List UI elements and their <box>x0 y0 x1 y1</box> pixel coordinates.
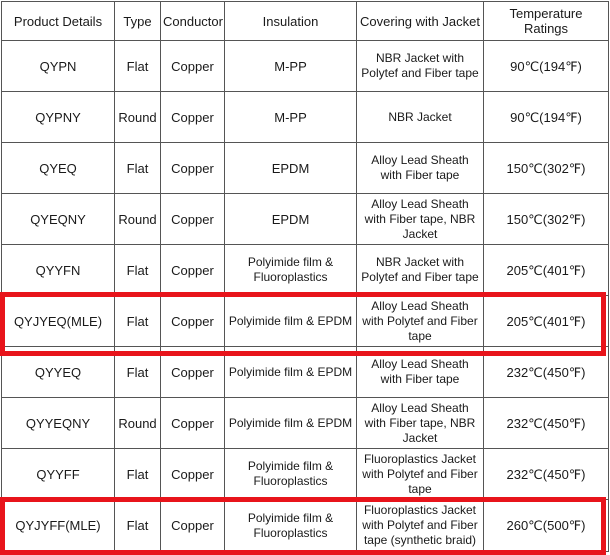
cell-product: QYYFF <box>2 449 115 500</box>
cell-conductor: Copper <box>161 143 225 194</box>
header-type: Type <box>115 2 161 41</box>
table-row <box>2 398 609 449</box>
cell-covering: Alloy Lead Sheath with Fiber tape, NBR Jacket <box>357 398 484 449</box>
cell-covering: Alloy Lead Sheath with Fiber tape, NBR Jacket <box>357 194 484 245</box>
cell-insulation: M-PP <box>225 41 357 92</box>
cell-conductor: Copper <box>161 449 225 500</box>
cell-conductor: Copper <box>161 500 225 552</box>
cell-type: Flat <box>115 449 161 500</box>
cell-conductor: Copper <box>161 296 225 347</box>
table-row <box>2 194 609 245</box>
table-row <box>2 92 609 143</box>
cell-type: Round <box>115 398 161 449</box>
table-row <box>2 449 609 500</box>
cell-product: QYPNY <box>2 92 115 143</box>
table-row-highlighted <box>2 296 609 347</box>
header-covering-with-jacket: Covering with Jacket <box>357 2 484 41</box>
cell-covering: Alloy Lead Sheath with Fiber tape <box>357 143 484 194</box>
table-header <box>2 2 609 41</box>
cell-product: QYJYFF(MLE) <box>2 500 115 552</box>
cell-temperature: 150℃(302℉) <box>484 194 609 245</box>
cell-conductor: Copper <box>161 398 225 449</box>
cell-type: Round <box>115 92 161 143</box>
cell-insulation: Polyimide film & Fluoroplastics <box>225 245 357 296</box>
cable-spec-table <box>1 1 609 552</box>
table-row-highlighted <box>2 500 609 552</box>
cell-conductor: Copper <box>161 41 225 92</box>
cell-temperature: 205℃(401℉) <box>484 296 609 347</box>
cell-temperature: 232℃(450℉) <box>484 449 609 500</box>
cell-covering: NBR Jacket <box>357 92 484 143</box>
cell-covering: Alloy Lead Sheath with Fiber tape <box>357 347 484 398</box>
header-conductor: Conductor <box>161 2 225 41</box>
table-body <box>2 41 609 552</box>
cell-insulation: Polyimide film & Fluoroplastics <box>225 449 357 500</box>
cell-temperature: 232℃(450℉) <box>484 398 609 449</box>
table-row <box>2 143 609 194</box>
cell-conductor: Copper <box>161 245 225 296</box>
cell-insulation: Polyimide film & Fluoroplastics <box>225 500 357 552</box>
cell-type: Flat <box>115 296 161 347</box>
cell-type: Flat <box>115 347 161 398</box>
cell-product: QYYEQNY <box>2 398 115 449</box>
cell-product: QYYEQ <box>2 347 115 398</box>
header-product-details: Product Details <box>2 2 115 41</box>
cell-temperature: 90℃(194℉) <box>484 41 609 92</box>
table-row <box>2 245 609 296</box>
cell-covering: Alloy Lead Sheath with Polytef and Fiber tape <box>357 296 484 347</box>
cell-product: QYEQ <box>2 143 115 194</box>
cell-product: QYYFN <box>2 245 115 296</box>
cell-type: Round <box>115 194 161 245</box>
cell-temperature: 232℃(450℉) <box>484 347 609 398</box>
cell-conductor: Copper <box>161 92 225 143</box>
cell-temperature: 260℃(500℉) <box>484 500 609 552</box>
cell-insulation: Polyimide film & EPDM <box>225 398 357 449</box>
table-row <box>2 41 609 92</box>
cell-covering: NBR Jacket with Polytef and Fiber tape <box>357 245 484 296</box>
cell-temperature: 90℃(194℉) <box>484 92 609 143</box>
cell-covering: Fluoroplastics Jacket with Polytef and Fiber tape (synthetic braid) <box>357 500 484 552</box>
cell-covering: NBR Jacket with Polytef and Fiber tape <box>357 41 484 92</box>
cell-insulation: M-PP <box>225 92 357 143</box>
cell-conductor: Copper <box>161 347 225 398</box>
header-insulation: Insulation <box>225 2 357 41</box>
cell-insulation: Polyimide film & EPDM <box>225 347 357 398</box>
cell-insulation: Polyimide film & EPDM <box>225 296 357 347</box>
cell-product: QYEQNY <box>2 194 115 245</box>
cell-product: QYJYEQ(MLE) <box>2 296 115 347</box>
cell-type: Flat <box>115 41 161 92</box>
header-temperature-ratings: Temperature Ratings <box>484 2 609 41</box>
cell-type: Flat <box>115 143 161 194</box>
cell-insulation: EPDM <box>225 194 357 245</box>
cell-covering: Fluoroplastics Jacket with Polytef and Fiber tape <box>357 449 484 500</box>
table-row <box>2 347 609 398</box>
cell-type: Flat <box>115 500 161 552</box>
cell-type: Flat <box>115 245 161 296</box>
header-row <box>2 2 609 41</box>
cell-temperature: 205℃(401℉) <box>484 245 609 296</box>
cell-insulation: EPDM <box>225 143 357 194</box>
cell-temperature: 150℃(302℉) <box>484 143 609 194</box>
cell-conductor: Copper <box>161 194 225 245</box>
cell-product: QYPN <box>2 41 115 92</box>
